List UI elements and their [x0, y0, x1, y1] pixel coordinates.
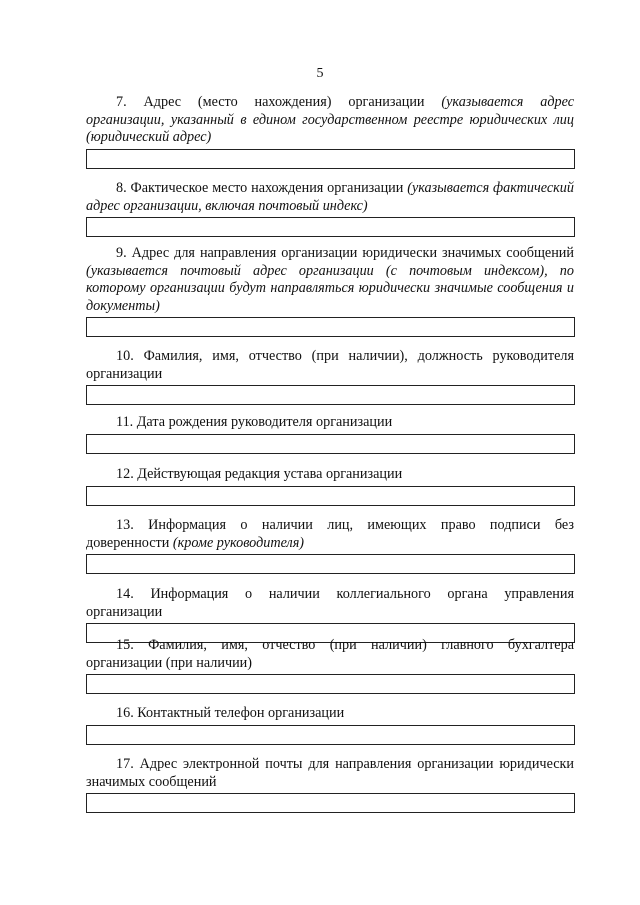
item-text: 10. Фамилия, имя, отчество (при наличии), должность руководителя организации [86, 348, 574, 382]
item-label [86, 348, 574, 383]
item-label [86, 637, 574, 672]
item-16-contact-phone [86, 705, 574, 745]
item-9-postal-address [86, 245, 574, 337]
actual-address-field[interactable] [86, 217, 575, 237]
item-label [86, 586, 574, 621]
legal-address-field[interactable] [86, 149, 575, 169]
item-10-director-name [86, 348, 574, 405]
item-text: 16. Контактный телефон организации [116, 705, 345, 721]
item-text: 13. Информация о наличии лиц, имеющих право подписи без доверенности [86, 517, 574, 551]
item-17-email [86, 756, 574, 813]
page-number: 5 [316, 66, 324, 81]
item-text: 14. Информация о наличии коллегиального органа управления организации [86, 586, 574, 620]
item-note: (кроме руководителя) [172, 534, 305, 551]
director-birth-date-field[interactable] [86, 434, 575, 454]
item-label [86, 517, 574, 552]
item-label [86, 180, 574, 215]
item-label [86, 466, 574, 484]
contact-phone-field[interactable] [86, 725, 575, 745]
item-label [86, 245, 574, 315]
item-12-charter-edition [86, 466, 574, 506]
item-7-legal-address [86, 94, 574, 169]
item-label [86, 94, 574, 147]
item-8-actual-address [86, 180, 574, 237]
item-text: 11. Дата рождения руководителя организации [116, 414, 393, 430]
item-note: (указывается фактический адрес организации, включая почтовый индекс) [86, 180, 574, 214]
item-text: 7. Адрес (место нахождения) организации [116, 94, 442, 110]
signatories-field[interactable] [86, 554, 575, 574]
director-name-field[interactable] [86, 385, 575, 405]
chief-accountant-field[interactable] [86, 674, 575, 694]
item-text: 17. Адрес электронной почты для направления организации юридически значимых сообщений [86, 756, 574, 790]
item-text: 8. Фактическое место нахождения организации [116, 180, 408, 196]
item-text: 9. Адрес для направления организации юридически значимых сообщений [116, 245, 574, 261]
email-field[interactable] [86, 793, 575, 813]
item-label [86, 414, 574, 432]
item-text: 15. Фамилия, имя, отчество (при наличии) главного бухгалтера организации (при наличии) [86, 637, 574, 671]
item-14-collegial-body [86, 586, 574, 643]
item-label [86, 756, 574, 791]
item-note: (указывается адрес организации, указанный в едином государственном реестре юридических лиц (юридический адрес) [86, 94, 574, 145]
postal-address-field[interactable] [86, 317, 575, 337]
item-15-chief-accountant [86, 637, 574, 694]
item-11-director-birth-date [86, 414, 574, 454]
item-text: 12. Действующая редакция устава организации [116, 466, 403, 482]
charter-edition-field[interactable] [86, 486, 575, 506]
item-note: (указывается почтовый адрес организации (с почтовым индексом), по которому организации будут направляться юридически значимые сообщения и документы) [86, 262, 574, 314]
item-label [86, 705, 574, 723]
item-13-signatories [86, 517, 574, 574]
